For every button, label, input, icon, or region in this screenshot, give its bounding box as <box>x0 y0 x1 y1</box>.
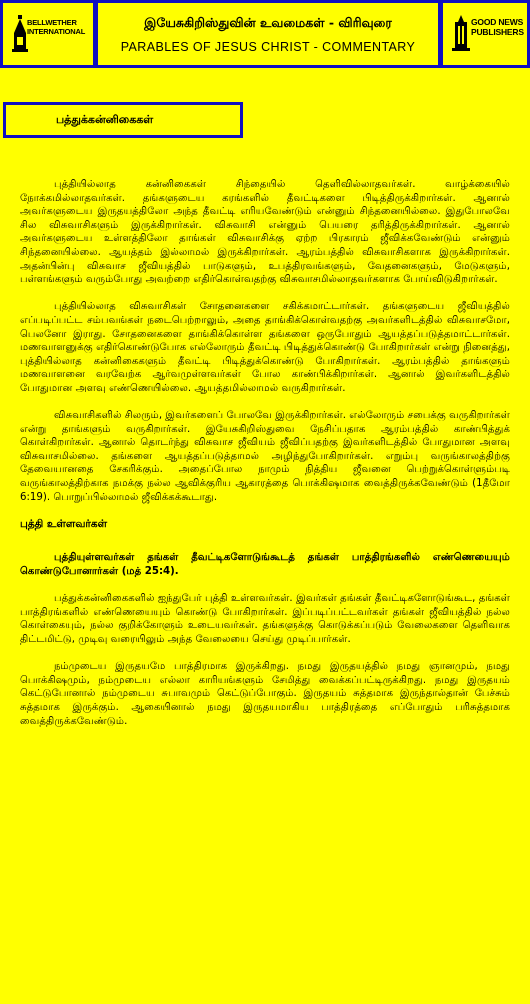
left-logo-text: BELLWETHER INTERNATIONAL <box>27 18 86 36</box>
section-title: பத்துக்கன்னிகைகள் <box>56 113 154 126</box>
page-header <box>0 0 530 68</box>
good-news-logo-icon <box>451 13 471 57</box>
paragraph-1: புத்தியில்லாத கன்னிகைகள் சிந்தையில் தெளிவில்லாதவர்கள். வாழ்க்கையில் நோக்கமில்லாதவர்கள். தங்களுடைய கரங்களில் தீவட்டிகளை பிடித்திருக்கிறார்கள். ஆனால் அவர்களுடைய இருதயத்திலோ அந்த தீவட்டி எரியவேண்டும் என்னும் சிந்தனையில்லை. இதுபோலவே சில விசுவாசிகளும் இருக்கிறார்கள். விசுவாசி என்னும் பெயரை தரித்திருக்கிறார்கள். ஆனால் அவர்களுடைய உள்ளத்திலோ தாங்கள் விசுவாசிக்கு ஏற்ற பிரகாரம் ஜீவிக்கவேண்டும் என்னும் சிந்தனையில்லை. ஆயத்தம் இல்லாமல் இருக்கிறார்கள். ஆரம்பத்தில் விசுவாசிகளாக இருக்கிறார்கள். அதன்பின்பு விசுவாச ஜீவியத்தில் பாடுகளும், உபத்திரவங்களும், வேதனைகளும், மேடுகளும், பள்ளங்களும் வரும்போது அவற்றை எதிர்கொள்வதற்கு விசுவாசமில்லாதவர்களாக போய்விடுகிறார்கள். <box>20 179 510 286</box>
paragraph-4: பத்துக்கன்னிகைகளில் ஐந்துபேர் புத்தி உள்ளவர்கள். இவர்கள் தங்கள் தீவட்டிகளோடுங்கூட, தங்கள் பாத்திரங்களில் எண்ணெயையும் கொண்டு போகிறார்கள். இப்படிப்பட்டவர்கள் தங்கள் ஜீவியத்தில் நல்ல கொள்கையும், நல்ல குறிக்கோளும் உடையவர்கள். தங்களுக்கு கொடுக்கப்படும் வேலைகளை தெளிவாக திட்டமிட்டு, முடிவு வரையிலும் அந்த வேலையை செய்து முடிப்பார்கள். <box>20 593 510 645</box>
title-english: PARABLES OF JESUS CHRIST - COMMENTARY <box>120 40 416 54</box>
section-title-box <box>3 102 243 138</box>
right-logo-text: GOOD NEWS PUBLISHERS <box>471 17 524 37</box>
paragraph-3: விசுவாசிகளில் சிலரும், இவர்களைப் போலவே இருக்கிறார்கள். எல்லோரும் சபைக்கு வருகிறார்கள் என்று தாங்களும் வருகிறார்கள். இயேசுகிறிஸ்துவை நேசிப்பதாக ஆரம்பத்தில் காண்பித்துக் கொள்கிறார்கள். ஆனால் தொடர்ந்து விசுவாச ஜீவியம் ஜீவிப்பதற்கு இவர்களிடத்தில் போதுமான அளவு விசுவாசமில்லை. தங்களை ஆயத்தப்படுத்தாமல் அழிந்துபோகிறார்கள். எறும்பு வருங்காலத்திற்கு தேவையானதை சேகரிக்கும். அதைப்போல நாமும் நித்திய ஜீவனை பெற்றுக்கொள்ளும்படி வருங்காலத்திற்காக நமக்கு நல்ல ஆவிக்குரிய ஆகாரத்தை பொக்கிஷமாக வைத்திருக்கவேண்டும் (1தீமோ 6:19). பொறுப்பில்லாமல் ஜீவிக்கக்கூடாது. <box>20 410 510 503</box>
paragraph-5: நம்முடைய இருதயமே பாத்திரமாக இருக்கிறது. நமது இருதயத்தில் நமது ஞானமும், நமது பொக்கிஷமும், நம்முடைய எல்லா காரியங்களும் சேமித்து வைக்கப்பட்டிருக்கிறது. நமது இருதயம் கெட்டுபோனால் நம்முடைய சுபாவமும் கெட்டுப்போகும். இருதயம் சுத்தமாக இருந்தால்தான் பேச்சும் சுத்தமாக இருக்கும். ஆகையினால் நமது இருதயமாகிய பாத்திரத்தை எப்போதும் பரிசுத்தமாக வைத்திருக்கவேண்டும். <box>20 661 510 727</box>
article-body <box>20 178 510 742</box>
title-tamil: இயேசுகிறிஸ்துவின் உவமைகள் - விரிவுரை <box>144 15 392 30</box>
title-box <box>95 0 441 68</box>
right-logo <box>440 0 530 68</box>
scripture-quote: புத்தியுள்ளவர்கள் தங்கள் தீவட்டிகளோடுங்கூடத் தங்கள் பாத்திரங்களில் எண்ணெயையும் கொண்டுபோனார்கள் (மத் 25:4). <box>20 552 510 578</box>
left-logo <box>0 0 96 68</box>
subheading: புத்தி உள்ளவர்கள் <box>20 517 108 530</box>
paragraph-2: புத்தியில்லாத விசுவாசிகள் சோதனைகளை சகிக்கமாட்டார்கள். தங்களுடைய ஜீவியத்தில் எப்படிப்பட்ட சம்பவங்கள் நடைபெற்றாலும், அதை தாங்கிக்கொள்வதற்கு அவர்களிடத்தில் விசுவாசமோ, பெலனோ இராது. சோதனைகளை தாங்கிக்கொள்ள தங்களை ஒருபோதும் ஆயத்தப்படுத்தமாட்டார்கள். மணவாளனுக்கு எதிர்கொண்டுபோக எல்லோரும் தீவட்டி பிடித்துக்கொண்டு போகிறார்கள் என்று நினைத்து, புத்தியில்லாத கன்னிகைகளும் தீவட்டி பிடித்துக்கொண்டு போகிறார்கள். ஆரம்பத்தில் தாங்களும் மணவாளனை வரவேற்க ஆர்வமுள்ளவர்கள் போல காண்பிக்கிறார்கள். ஆனால் இவர்களிடத்தில் போதுமான அளவு எண்ணெயில்லை. ஆயத்தமில்லாமல் வருகிறார்கள். <box>20 301 510 394</box>
